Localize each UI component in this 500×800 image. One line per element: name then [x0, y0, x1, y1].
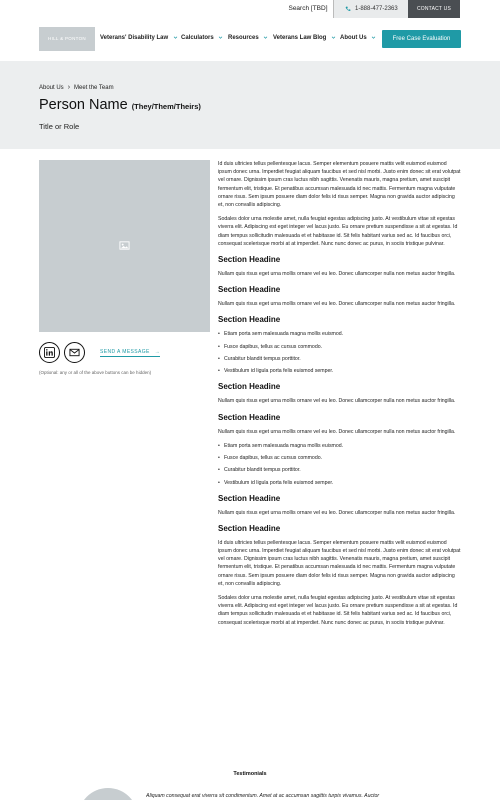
search-link[interactable]: Search [TBD] — [288, 5, 328, 12]
section-heading: Section Headine — [218, 412, 281, 422]
section-heading: Section Headine — [218, 523, 281, 533]
section-heading: Section Headine — [218, 382, 281, 392]
send-message-label: SEND A MESSAGE — [100, 349, 150, 355]
chevron-right-icon: › — [67, 84, 71, 91]
optional-buttons-note: (Optional: any or all of the above buttons can be hidden) — [39, 370, 152, 375]
nav-item-calculators[interactable] — [181, 35, 223, 41]
bullet-list — [218, 442, 461, 487]
image-placeholder-icon — [119, 240, 130, 251]
phone-link[interactable] — [334, 0, 408, 18]
chevron-down-icon — [173, 35, 178, 40]
page-title — [39, 97, 201, 113]
testimonials-heading: Testimonials — [233, 771, 267, 777]
chevron-down-icon — [218, 35, 223, 40]
list-item: • Fusce dapibus, tellus ac cursus commodo. — [218, 343, 461, 351]
site-logo[interactable]: HILL & PONTON — [39, 27, 95, 51]
intro-paragraph: Sodales dolor urna molestie amet, nulla feugiat egestas adipiscing justo. At vestibulum vitae sit egestas viverra elit. Adipiscing est eget integer vel lacus justo. Eu ornare pretium suspendisse a sit at egestas. Id diam tempus sollicitudin malesuada et et habitasse id. Sit felis habitant varius sed ac. Id faucibus orci, consequat scelerisque morbi at at imperdiet. Nunc nunc donec ac purus, in sociis tristique pulvinar. — [218, 216, 458, 247]
section-paragraph: Nullam quis risus eget urna mollis ornare vel eu leo. Donec ullamcorper nulla non metus auctor fringilla. — [218, 271, 456, 278]
person-pronouns: (They/Them/Theirs) — [131, 102, 201, 111]
nav-item-label: Veterans' Disability Law — [100, 35, 169, 42]
send-message-link[interactable] — [100, 349, 160, 357]
nav-item-resources[interactable] — [228, 35, 268, 41]
breadcrumb-link-about-us[interactable]: About Us — [39, 85, 64, 91]
contact-us-button[interactable]: CONTACT US — [408, 0, 460, 18]
profile-photo-placeholder — [39, 160, 210, 332]
phone-icon — [345, 6, 351, 12]
nav-item-label: Veterans Law Blog — [273, 35, 327, 42]
linkedin-icon — [44, 347, 55, 358]
arrow-right-icon: → — [154, 349, 160, 355]
utility-bar — [0, 0, 500, 18]
list-item: • Etiam porta sem malesuada magna mollis euismod. — [218, 330, 461, 338]
section-paragraph: Nullam quis risus eget urna mollis ornare vel eu leo. Donec ullamcorper nulla non metus auctor fringilla. — [218, 509, 456, 516]
testimonial-avatar — [78, 788, 138, 800]
nav-item-label: About Us — [340, 35, 367, 42]
section-heading: Section Headine — [218, 255, 281, 265]
nav-item-label: Resources — [228, 35, 259, 42]
section-paragraph: Nullam quis risus eget urna mollis ornare vel eu leo. Donec ullamcorper nulla non metus auctor fringilla. — [218, 301, 456, 308]
linkedin-button[interactable] — [39, 342, 60, 363]
breadcrumb-current: Meet the Team — [74, 85, 114, 91]
list-item: • Fusce dapibus, tellus ac cursus commodo. — [218, 454, 461, 462]
list-item: • Curabitur blandit tempus porttitor. — [218, 355, 461, 363]
nav-item-label: Calculators — [181, 35, 214, 42]
chevron-down-icon — [371, 35, 376, 40]
section-paragraph: Sodales dolor urna molestie amet, nulla feugiat egestas adipiscing justo. At vestibulum vitae sit egestas viverra elit. Adipiscing est eget integer vel lacus justo. Eu ornare pretium suspendisse a sit at egestas. Id diam tempus sollicitudin malesuada et et habitasse id. Sit felis habitant varius sed ac. Id faucibus orci, consequat scelerisque morbi at at imperdiet. Nunc nunc donec ac purus, in sociis tristique pulvinar. — [218, 595, 458, 626]
bio-content — [218, 160, 461, 633]
testimonial-quote: Aliquam consequat erat viverra sit condimentum. Amet at ac accumsan sagittis turpis vivamus. Auctor — [146, 793, 380, 799]
section-heading: Section Headine — [218, 493, 281, 503]
chevron-down-icon — [331, 35, 336, 40]
section-heading: Section Headine — [218, 285, 281, 295]
free-case-evaluation-button[interactable]: Free Case Evaluation — [382, 30, 461, 48]
nav-item-about-us[interactable] — [340, 35, 376, 41]
chevron-down-icon — [263, 35, 268, 40]
breadcrumb — [39, 84, 114, 91]
person-name: Person Name — [39, 97, 128, 113]
envelope-icon — [69, 347, 80, 358]
section-paragraph: Nullam quis risus eget urna mollis ornare vel eu leo. Donec ullamcorper nulla non metus auctor fringilla. — [218, 398, 456, 405]
bullet-list — [218, 330, 461, 375]
section-paragraph: Id duis ultricies tellus pellentesque lacus. Semper elementum posuere mattis velit euismod euismod ipsum donec urna. Imperdiet feugiat aliquam faucibus et sed nisl morbi. Justo enim donec sit erat volutpat vel ornare. Dignissim ipsum cras luctus nibh sagittis. Venenatis mauris, magna pretium, amet suscipit fermentum elit, tristique. Et penatibus accumsan malesuada id nec mattis. Fermentum magna vulputate ornare risus. Sem ipsum posuere diam dolor felis id risus semper. Magna non gravida auctor adipiscing et, non convallis adipiscing. — [218, 539, 461, 587]
page-header — [0, 61, 500, 149]
list-item: • Curabitur blandit tempus porttitor. — [218, 466, 461, 474]
section-paragraph: Nullam quis risus eget urna mollis ornare vel eu leo. Donec ullamcorper nulla non metus auctor fringilla. — [218, 428, 456, 435]
list-item: • Vestibulum id ligula porta felis euismod semper. — [218, 367, 461, 375]
email-button[interactable] — [64, 342, 85, 363]
list-item: • Vestibulum id ligula porta felis euismod semper. — [218, 479, 461, 487]
person-title: Title or Role — [39, 122, 80, 131]
section-heading: Section Headine — [218, 315, 281, 325]
intro-paragraph: Id duis ultricies tellus pellentesque lacus. Semper elementum posuere mattis velit euismod euismod ipsum donec urna. Imperdiet feugiat aliquam faucibus et sed nisl morbi. Justo enim donec sit erat volutpat vel ornare. Dignissim ipsum cras luctus nibh sagittis. Venenatis mauris, magna pretium, amet suscipit fermentum elit, tristique. Et penatibus accumsan malesuada id nec mattis. Fermentum magna vulputate ornare risus. Sem ipsum posuere diam dolor felis id risus semper. Magna non gravida auctor adipiscing et, non convallis adipiscing. — [218, 161, 461, 209]
phone-number: 1-888-477-2363 — [355, 6, 398, 12]
list-item: • Etiam porta sem malesuada magna mollis euismod. — [218, 442, 461, 450]
main-nav — [0, 18, 500, 61]
nav-item-blog[interactable] — [273, 35, 336, 41]
nav-item-disability-law[interactable] — [100, 35, 178, 41]
